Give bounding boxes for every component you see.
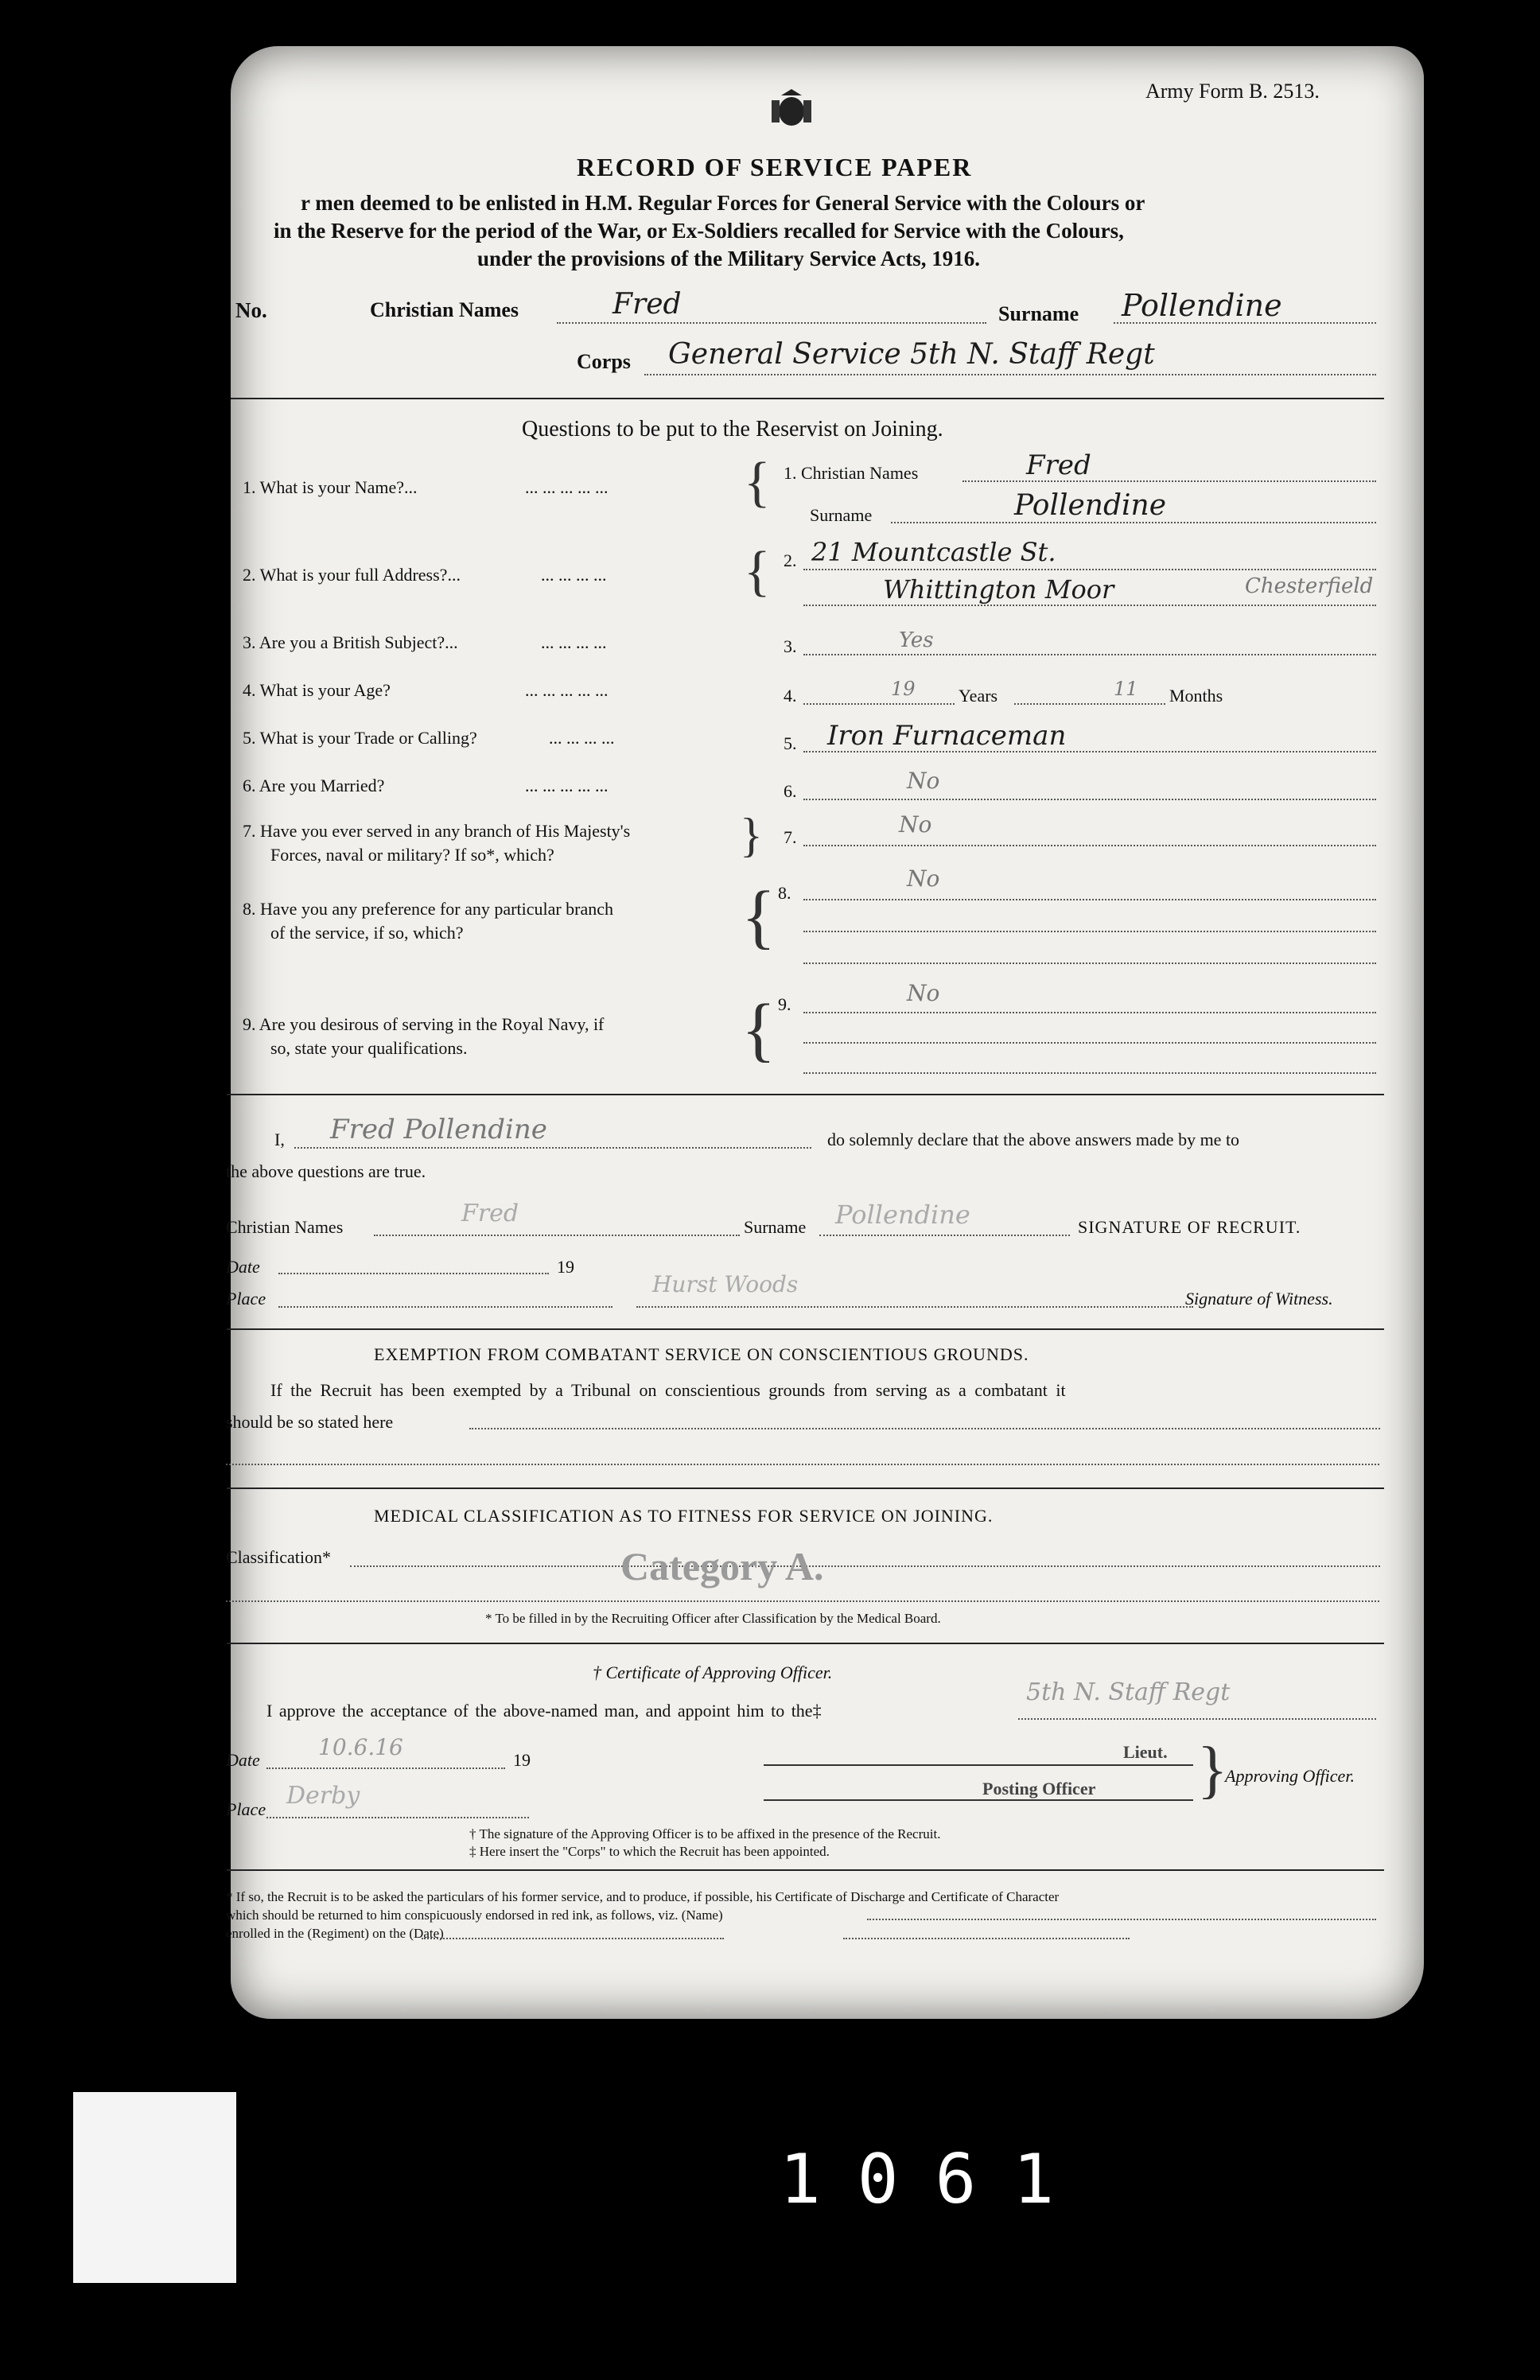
decl-place-line bbox=[278, 1306, 612, 1308]
answer-5-value: Iron Furnaceman bbox=[827, 720, 1067, 752]
medical-footnote: * To be filled in by the Recruiting Officer after Classification by the Medical Board. bbox=[485, 1611, 941, 1626]
questions-heading: Questions to be put to the Reservist on Joining. bbox=[522, 417, 943, 441]
surname-label: Surname bbox=[998, 302, 1079, 325]
answer-1-christian-label: 1. Christian Names bbox=[784, 463, 919, 483]
answer-6-line bbox=[803, 799, 1376, 800]
answer-3-num: 3. bbox=[784, 636, 797, 656]
approval-place-line bbox=[266, 1817, 529, 1818]
brace-9: { bbox=[741, 990, 776, 1069]
answer-4-years-line bbox=[803, 703, 955, 705]
answer-7-num: 7. bbox=[784, 827, 797, 847]
decl-christian-line bbox=[374, 1235, 740, 1236]
christian-names-value: Fred bbox=[612, 288, 682, 321]
christian-names-line bbox=[557, 322, 986, 324]
approval-note-1: † The signature of the Approving Officer is to be affixed in the presence of the Recruit. bbox=[469, 1826, 941, 1841]
answer-7-line bbox=[803, 845, 1376, 846]
approval-heading: † Certificate of Approving Officer. bbox=[593, 1662, 833, 1682]
white-card bbox=[73, 2092, 236, 2283]
footer-regiment-line bbox=[422, 1938, 724, 1939]
form-title: RECORD OF SERVICE PAPER bbox=[577, 153, 973, 181]
decl-year: 19 bbox=[557, 1257, 574, 1277]
intro-line-1: r men deemed to be enlisted in H.M. Regular Forces for General Service with the Colours or bbox=[301, 191, 1145, 215]
answer-3-line bbox=[803, 654, 1376, 655]
answer-3-value: Yes bbox=[899, 628, 934, 652]
question-3-dots: ... ... ... ... bbox=[541, 632, 607, 652]
question-4-dots: ... ... ... ... ... bbox=[525, 680, 609, 700]
answer-6-value: No bbox=[907, 768, 940, 794]
answer-9-line-1 bbox=[803, 1012, 1376, 1013]
answer-1-surname-line bbox=[891, 522, 1376, 523]
form-number: Army Form B. 2513. bbox=[1145, 80, 1320, 103]
decl-christian-value: Fred bbox=[461, 1200, 519, 1227]
classification-line-1 bbox=[350, 1565, 1380, 1567]
answer-8-value: No bbox=[907, 865, 940, 892]
medical-divider bbox=[227, 1643, 1384, 1644]
surname-value: Pollendine bbox=[1122, 288, 1282, 323]
approval-note-2: ‡ Here insert the "Corps" to which the Recruit has been appointed. bbox=[469, 1844, 830, 1859]
intro-line-2: in the Reserve for the period of the War, or Ex-Soldiers recalled for Service with the Colours, bbox=[274, 219, 1124, 243]
question-5: 5. What is your Trade or Calling? bbox=[243, 728, 477, 748]
answer-2-value-2: Whittington Moor bbox=[883, 574, 1114, 605]
classification-line-2 bbox=[226, 1600, 1379, 1602]
answer-9-value: No bbox=[907, 980, 940, 1006]
answer-2-line-1 bbox=[803, 569, 1376, 570]
approval-year: 19 bbox=[513, 1750, 531, 1770]
signature-of-recruit-label: SIGNATURE OF RECRUIT. bbox=[1078, 1217, 1301, 1237]
classification-label: Classification* bbox=[226, 1547, 331, 1567]
answer-7-value: No bbox=[899, 811, 932, 838]
no-label: No. bbox=[235, 298, 267, 322]
answer-1-surname-label: Surname bbox=[810, 505, 873, 525]
question-9: 9. Are you desirous of serving in the Royal Navy, if bbox=[243, 1014, 605, 1034]
category-stamp: Category A. bbox=[620, 1544, 824, 1589]
answer-8-line-3 bbox=[803, 962, 1376, 964]
question-8-cont: of the service, if so, which? bbox=[270, 923, 464, 943]
approval-posting: Posting Officer bbox=[982, 1779, 1096, 1799]
answer-1-christian-line bbox=[962, 480, 1376, 482]
declaration-name-line bbox=[294, 1147, 811, 1149]
decl-date-label: Date bbox=[226, 1257, 260, 1277]
declaration-name: Fred Pollendine bbox=[330, 1114, 547, 1145]
answer-2-num: 2. bbox=[784, 550, 797, 570]
question-2-dots: ... ... ... ... bbox=[541, 565, 607, 585]
question-9-cont: so, state your qualifications. bbox=[270, 1038, 468, 1058]
approval-appointed-line bbox=[1018, 1718, 1376, 1720]
question-2: 2. What is your full Address?... bbox=[243, 565, 461, 585]
corps-line bbox=[644, 374, 1376, 375]
question-6-dots: ... ... ... ... ... bbox=[525, 776, 609, 795]
answer-1-surname-value: Pollendine bbox=[1014, 489, 1167, 522]
answer-4-months-label: Months bbox=[1169, 686, 1223, 706]
brace-2: { bbox=[744, 541, 771, 602]
footer-note-1: * If so, the Recruit is to be asked the particulars of his former service, and to produce, if possible, his Certificate of Discharge and Certificate of Character bbox=[226, 1889, 1060, 1904]
approval-divider bbox=[227, 1869, 1384, 1871]
questions-divider bbox=[227, 1094, 1384, 1095]
exemption-heading: EXEMPTION FROM COMBATANT SERVICE ON CONSCIENTIOUS GROUNDS. bbox=[374, 1344, 1029, 1364]
exemption-line-1 bbox=[469, 1428, 1380, 1429]
intro-line-3: under the provisions of the Military Service Acts, 1916. bbox=[477, 247, 980, 270]
approval-place-label: Place bbox=[226, 1799, 266, 1819]
answer-2-line-2 bbox=[803, 605, 1376, 606]
answer-4-years: 19 bbox=[891, 678, 916, 700]
answer-2-value-1: 21 Mountcastle St. bbox=[811, 537, 1056, 567]
brace-7: } bbox=[740, 809, 763, 861]
approval-appointed: 5th N. Staff Regt bbox=[1026, 1678, 1231, 1706]
question-8: 8. Have you any preference for any particular branch bbox=[243, 899, 614, 919]
footer-date-line bbox=[843, 1938, 1130, 1939]
answer-4-num: 4. bbox=[784, 686, 797, 706]
decl-place-label: Place bbox=[226, 1289, 266, 1309]
answer-9-num: 9. bbox=[778, 994, 791, 1014]
answer-4-years-label: Years bbox=[959, 686, 998, 706]
brace-8: { bbox=[741, 877, 776, 956]
answer-9-line-3 bbox=[803, 1072, 1376, 1074]
approval-place-value: Derby bbox=[286, 1782, 360, 1810]
decl-surname-value: Pollendine bbox=[835, 1200, 970, 1230]
decl-surname-line bbox=[819, 1235, 1070, 1236]
approval-date-line bbox=[266, 1768, 505, 1769]
question-3: 3. Are you a British Subject?... bbox=[243, 632, 458, 652]
footer-name-line bbox=[867, 1919, 1376, 1920]
exemption-line-2 bbox=[226, 1464, 1379, 1465]
answer-4-months-line bbox=[1014, 703, 1165, 705]
medical-heading: MEDICAL CLASSIFICATION AS TO FITNESS FOR SERVICE ON JOINING. bbox=[374, 1506, 994, 1526]
declaration-text: do solemnly declare that the above answers made by me to bbox=[827, 1130, 1240, 1149]
answer-1-christian-value: Fred bbox=[1026, 449, 1091, 481]
declaration-i: I, bbox=[274, 1130, 285, 1149]
question-1: 1. What is your Name?... bbox=[243, 477, 418, 497]
answer-6-num: 6. bbox=[784, 781, 797, 801]
answer-4-months: 11 bbox=[1114, 678, 1138, 700]
corps-value: General Service 5th N. Staff Regt bbox=[668, 338, 1155, 371]
answer-8-line-1 bbox=[803, 899, 1376, 900]
decl-surname-label: Surname bbox=[744, 1217, 807, 1237]
decl-date-line bbox=[278, 1273, 549, 1274]
answer-9-line-2 bbox=[803, 1042, 1376, 1044]
answer-2-extra: Chesterfield bbox=[1245, 574, 1374, 598]
approval-sign-line-2 bbox=[764, 1799, 1193, 1801]
question-6: 6. Are you Married? bbox=[243, 776, 385, 795]
question-1-dots: ... ... ... ... ... bbox=[525, 477, 609, 497]
question-7-cont: Forces, naval or military? If so*, which? bbox=[270, 845, 554, 865]
approval-date-label: Date bbox=[226, 1750, 260, 1770]
exemption-text-2: should be so stated here bbox=[226, 1412, 394, 1432]
answer-8-num: 8. bbox=[778, 883, 791, 903]
frame-number: 1061 bbox=[780, 2140, 1091, 2219]
approval-text: I approve the acceptance of the above-named man, and appoint him to the‡ bbox=[266, 1701, 822, 1721]
footer-note-2: which should be returned to him conspicuously endorsed in red ink, as follows, viz. (Name) bbox=[226, 1908, 723, 1923]
corps-label: Corps bbox=[577, 350, 631, 373]
exemption-text-1: If the Recruit has been exempted by a Tribunal on conscientious grounds from serving as a combatant it bbox=[270, 1380, 1066, 1400]
approval-sign-line-1 bbox=[764, 1764, 1193, 1766]
brace-1: { bbox=[744, 452, 771, 513]
approval-date-value: 10.6.16 bbox=[318, 1734, 403, 1760]
question-7: 7. Have you ever served in any branch of His Majesty's bbox=[243, 821, 631, 841]
witness-value: Hurst Woods bbox=[652, 1271, 799, 1297]
answer-8-line-2 bbox=[803, 931, 1376, 932]
royal-crest-icon bbox=[764, 89, 819, 129]
question-4: 4. What is your Age? bbox=[243, 680, 391, 700]
exemption-divider bbox=[227, 1488, 1384, 1489]
declaration-divider bbox=[227, 1328, 1384, 1330]
answer-5-num: 5. bbox=[784, 733, 797, 753]
declaration-text-2: the above questions are true. bbox=[226, 1161, 426, 1181]
approval-rank: Lieut. bbox=[1123, 1742, 1168, 1762]
christian-names-label: Christian Names bbox=[370, 298, 519, 321]
decl-christian-label: Christian Names bbox=[226, 1217, 344, 1237]
footer-note-3: enrolled in the (Regiment) on the (Date) bbox=[226, 1926, 444, 1941]
approving-officer-label: Approving Officer. bbox=[1225, 1766, 1355, 1786]
witness-label: Signature of Witness. bbox=[1185, 1289, 1333, 1309]
question-5-dots: ... ... ... ... bbox=[549, 728, 615, 748]
header-divider bbox=[231, 398, 1384, 399]
witness-line bbox=[636, 1306, 1193, 1308]
approval-brace: } bbox=[1197, 1735, 1228, 1805]
